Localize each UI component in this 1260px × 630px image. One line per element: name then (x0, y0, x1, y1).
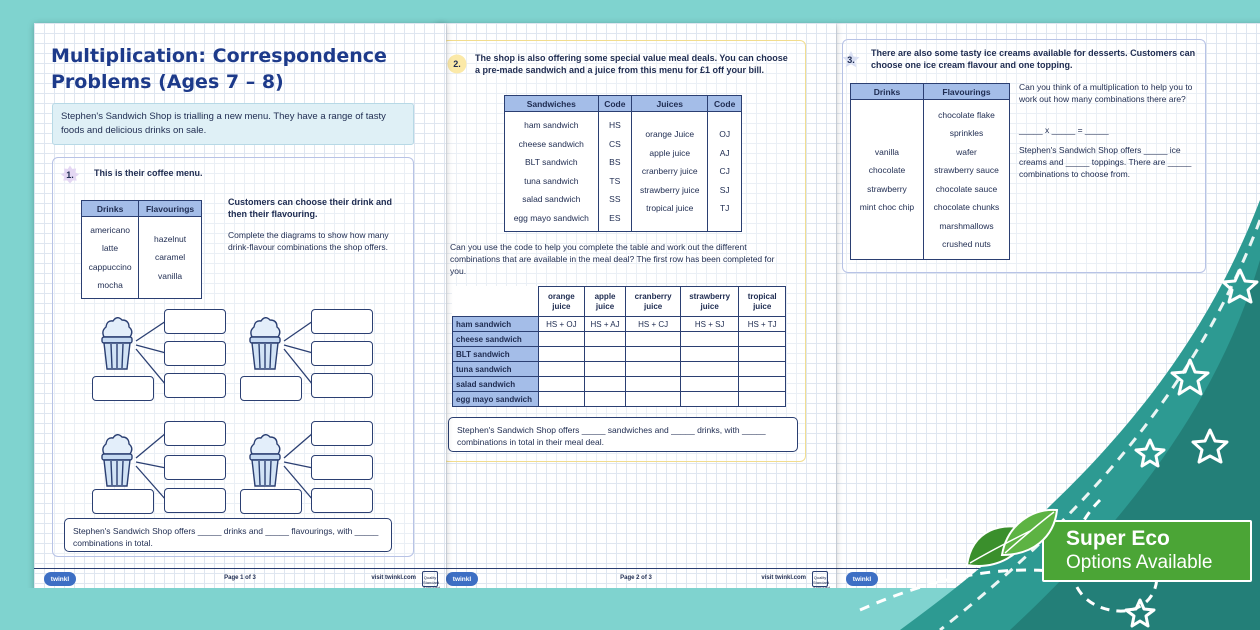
eco-badge-line2: Options Available (1066, 552, 1213, 573)
list-item: ES (609, 212, 621, 223)
question-3-prompt: Can you think of a multiplication to help you to work out how many combinations there are? (1019, 82, 1193, 104)
question-1-instruction-bold: Customers can choose their drink and then their flavouring. (228, 197, 393, 219)
menu-header-flavourings: Flavourings (923, 84, 1009, 100)
question-1-answer-box: Stephen's Sandwich Shop offers _____ drinks and _____ flavourings, with _____ combinations in total. (64, 518, 392, 552)
list-item: americano (90, 224, 130, 235)
list-item: wafer (956, 146, 977, 157)
grid-cell: HS + AJ (584, 317, 626, 332)
list-item: egg mayo sandwich (513, 212, 589, 223)
page-number: Page 1 of 3 (224, 575, 256, 581)
list-item: ham sandwich (524, 120, 579, 130)
list-item: TJ (719, 203, 730, 214)
list-item: marshmallows (939, 220, 994, 231)
question-1-number: 1. (66, 170, 74, 180)
list-item: apple juice (649, 147, 691, 158)
menu-header-flavourings: Flavourings (139, 201, 202, 217)
grid-col-header: orange juice (539, 287, 585, 317)
quality-badge-icon: Quality Standard (422, 571, 438, 587)
list-item: sprinkles (949, 128, 984, 138)
eco-leaf-icon (962, 500, 1062, 580)
question-3-answer: Stephen's Sandwich Shop offers _____ ice creams and _____ toppings. There are _____ combinations to choose from. (1019, 145, 1192, 179)
twinkl-logo: twinkl (846, 572, 878, 586)
grid-cell: HS + CJ (626, 317, 681, 332)
question-2-answer-box: Stephen's Sandwich Shop offers _____ sandwiches and _____ drinks, with _____ combinations in total in their meal deal. (448, 417, 798, 452)
list-item: HS (608, 120, 621, 130)
list-item: salad sandwich (522, 194, 581, 204)
list-item: vanilla (158, 270, 183, 281)
menu-header-juices: Juices (632, 96, 708, 112)
question-1-instruction: Complete the diagrams to show how many drink-flavour combinations the shop offers. (228, 230, 389, 252)
list-item: cheese sandwich (518, 138, 584, 149)
question-3-heading: There are also some tasty ice creams available for desserts. Customers can choose one ice cream flavour and one topping. (871, 48, 1196, 70)
list-item: strawberry (867, 183, 907, 194)
grid-col-header: strawberry juice (680, 287, 739, 317)
list-item: BLT sandwich (524, 157, 578, 167)
page-number: Page 2 of 3 (620, 575, 652, 581)
list-item: mocha (97, 280, 123, 290)
list-item: chocolate sauce (935, 183, 998, 194)
list-item: AJ (719, 147, 730, 158)
list-item: mint choc chip (859, 202, 915, 212)
list-item: tuna sandwich (524, 175, 579, 186)
list-item: strawberry juice (639, 184, 700, 195)
question-1-heading: This is their coffee menu. (94, 168, 203, 178)
footer-url: visit twinkl.com (371, 575, 416, 581)
eco-badge-line1: Super Eco (1066, 527, 1170, 550)
grid-row-header: tuna sandwich (453, 362, 539, 377)
twinkl-logo: twinkl (446, 572, 478, 586)
list-item: cappuccino (88, 261, 132, 272)
grid-cell: HS + TJ (739, 317, 786, 332)
list-item: chocolate (868, 165, 906, 175)
list-item: chocolate chunks (933, 202, 1000, 212)
question-3-number: 3. (847, 55, 855, 65)
list-item: CS (608, 138, 621, 149)
list-item: tropical juice (646, 203, 694, 214)
question-2-heading: The shop is also offering some special value meal deals. You can choose a pre-made sandwich and a juice from this menu for £1 off your bill. (475, 53, 788, 75)
list-item: cranberry juice (641, 166, 698, 177)
menu-header-code: Code (598, 96, 632, 112)
grid-col-header: tropical juice (739, 287, 786, 317)
eco-options-badge (1042, 520, 1252, 582)
question-3-equation: _____ x _____ = _____ (1019, 125, 1109, 135)
grid-row-header: egg mayo sandwich (453, 392, 539, 407)
menu-header-code: Code (708, 96, 742, 112)
grid-row-header: BLT sandwich (453, 347, 539, 362)
question-2-question: Can you use the code to help you complete the table and work out the different combinations that are available in the meal deal? The first row has been completed for you. (450, 242, 775, 276)
question-2-number: 2. (453, 59, 461, 69)
page-title: Multiplication: Correspondence Problems (Ages 7 – 8) (51, 45, 387, 93)
grid-row-header: ham sandwich (453, 317, 539, 332)
list-item: caramel (154, 252, 186, 263)
grid-col-header: apple juice (584, 287, 626, 317)
list-item: SS (609, 194, 621, 204)
list-item: hazelnut (154, 233, 187, 244)
menu-header-drinks: Drinks (82, 201, 139, 217)
grid-row-header: salad sandwich (453, 377, 539, 392)
menu-header-drinks: Drinks (851, 84, 924, 100)
list-item: BS (609, 157, 621, 167)
list-item: SJ (719, 184, 730, 195)
list-item: CJ (719, 166, 730, 177)
grid-cell: HS + SJ (680, 317, 739, 332)
grid-col-header: cranberry juice (626, 287, 681, 317)
list-item: crushed nuts (942, 239, 991, 249)
grid-row-header: cheese sandwich (453, 332, 539, 347)
grid-cell: HS + OJ (539, 317, 585, 332)
list-item: strawberry sauce (934, 165, 999, 175)
list-item: latte (102, 243, 119, 253)
list-item: chocolate flake (938, 109, 995, 120)
list-item: OJ (719, 129, 731, 140)
list-item: TS (609, 175, 621, 186)
list-item: vanilla (874, 146, 900, 157)
list-item: orange Juice (645, 129, 695, 140)
menu-header-sandwiches: Sandwiches (505, 96, 599, 112)
quality-badge-icon: Quality Standard (812, 571, 828, 587)
twinkl-logo: twinkl (44, 572, 76, 586)
intro-box: Stephen's Sandwich Shop is trialling a new menu. They have a range of tasty foods and delicious drinks on sale. (52, 103, 414, 145)
footer-url: visit twinkl.com (761, 575, 806, 581)
